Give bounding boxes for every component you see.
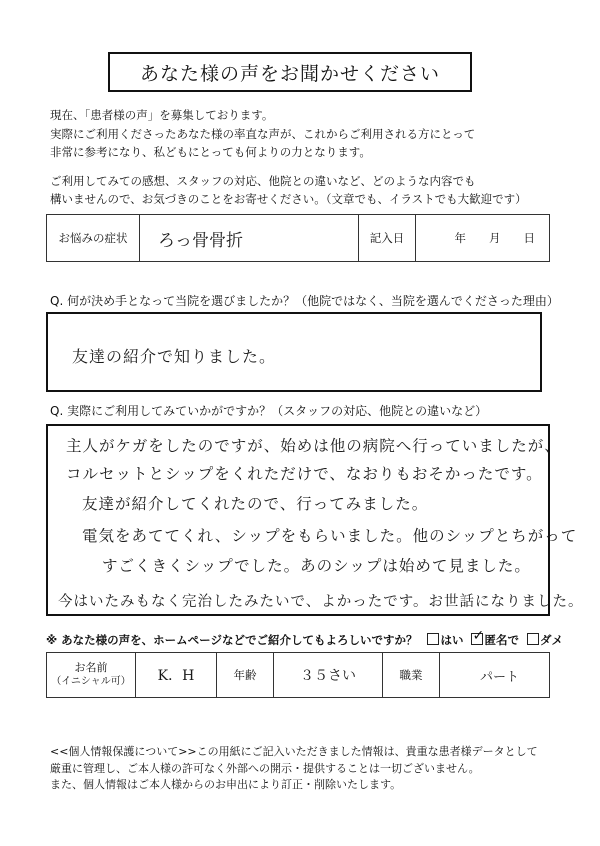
answer-2-line: 今はいたみもなく完治したみたいで、よかったです。お世話になりました。	[58, 594, 584, 610]
intro-text	[50, 106, 570, 209]
question-1: Q. 何が決め手となって当院を選びましたか？（他院ではなく、当院を選んでくださった理由）	[50, 294, 559, 308]
question-2: Q. 実際にご利用してみていかがですか？（スタッフの対応、他院との違いなど）	[50, 404, 488, 418]
name-value[interactable]: K．H	[136, 653, 217, 698]
intro-line: 非常に参考になり、私どもにとっても何よりの力となります。	[50, 145, 371, 159]
symptom-value[interactable]: ろっ骨骨折	[140, 215, 359, 262]
consent-yes-option[interactable]: はい	[427, 633, 463, 647]
name-label-cell	[47, 653, 136, 698]
name-label: お名前	[74, 661, 108, 674]
answer-2-line: コルセットとシップをくれただけで、なおりもおそかったです。	[66, 465, 543, 483]
consent-anon-option[interactable]: ✓ 匿名で	[471, 633, 519, 647]
consent-question: ※ あなた様の声を、ホームページなどでご紹介してもよろしいですか？	[46, 633, 418, 647]
privacy-notice	[50, 744, 570, 794]
answer-2-line: 電気をあててくれ、シップをもらいました。他のシップとちがって	[82, 527, 578, 545]
name-sublabel: （イニシャル可）	[51, 676, 131, 687]
answer-box-1[interactable]	[46, 312, 542, 392]
answer-2-line: 主人がケガをしたのですが、始めは他の病院へ行っていましたが、	[66, 437, 561, 455]
consent-no-option[interactable]: ダメ	[527, 633, 563, 647]
checkbox-icon[interactable]	[427, 633, 439, 645]
job-value[interactable]: パート	[440, 653, 550, 698]
checked-checkbox-icon[interactable]	[471, 633, 483, 645]
page-title: あなた様の声をお聞かせください	[108, 52, 472, 92]
symptom-table	[46, 214, 550, 262]
answer-2-line: すごくきくシップでした。あのシップは始めて見ました。	[102, 557, 531, 575]
age-label: 年齢	[217, 653, 274, 698]
intro-line: 現在、「患者様の声」を募集しております。	[50, 108, 274, 122]
answer-1-text: 友達の紹介で知りました。	[72, 347, 277, 366]
date-label: 記入日	[359, 215, 416, 262]
intro-line: 実際にご利用くださったあなた様の率直な声が、これからご利用される方にとって	[50, 126, 476, 141]
profile-table	[46, 652, 550, 698]
intro-line: 構いませんので、お気づきのことをお寄せください。（文章でも、イラストでも大歓迎です）	[50, 192, 527, 206]
symptom-label: お悩みの症状	[47, 215, 140, 262]
job-label: 職業	[383, 653, 440, 698]
checkbox-icon[interactable]	[527, 633, 539, 645]
consent-row	[46, 632, 563, 648]
privacy-line: また、個人情報はご本人様からのお申出により訂正・削除いたします。	[50, 778, 402, 791]
answer-2-line: 友達が紹介してくれたので、行ってみました。	[82, 495, 429, 513]
date-value[interactable]: 年 月 日	[416, 215, 550, 262]
privacy-line: 厳重に管理し、ご本人様の許可なく外部への開示・提供することは一切ございません。	[50, 761, 480, 775]
age-value[interactable]: ３５さい	[274, 653, 383, 698]
intro-line: ご利用してみての感想、スタッフの対応、他院との違いなど、どのような内容でも	[50, 173, 476, 188]
privacy-line: <<個人情報保護について>>この用紙にご記入いただきました情報は、貴重な患者様データとして	[50, 745, 538, 758]
answer-box-2[interactable]	[46, 424, 584, 616]
